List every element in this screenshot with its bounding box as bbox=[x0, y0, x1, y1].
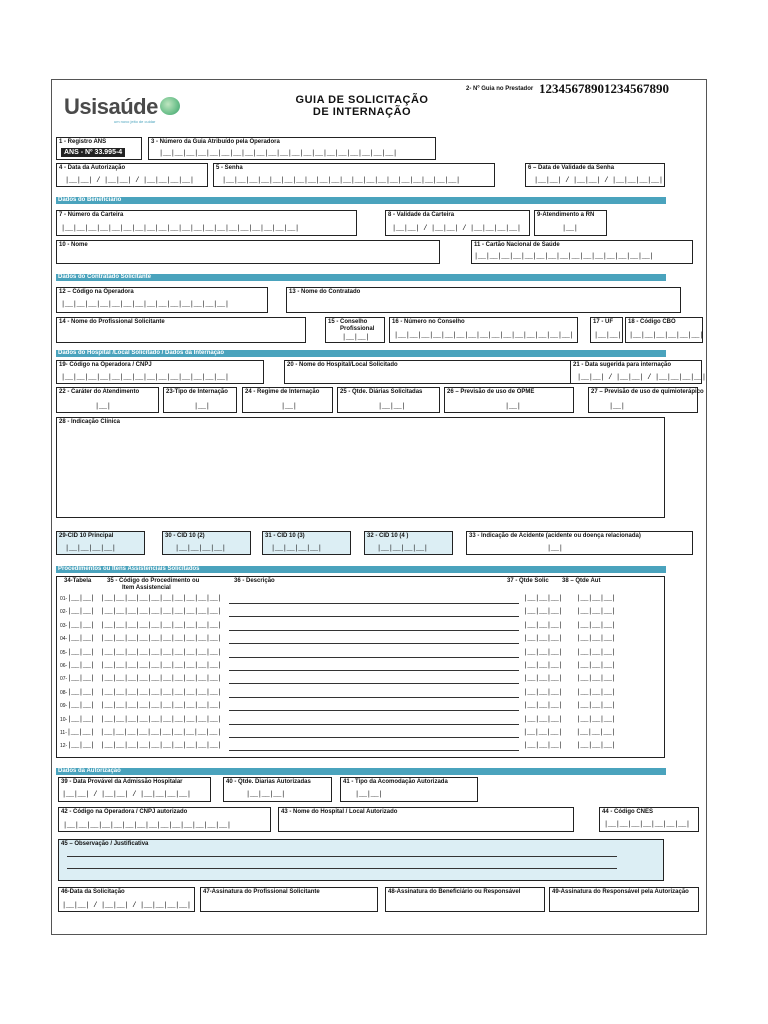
descricao-line bbox=[229, 597, 519, 604]
descricao-line bbox=[229, 731, 519, 738]
row-number: 01- bbox=[60, 596, 68, 602]
field-codigo-operadora-autorizado[interactable]: 42 - Código na Operadora / CNPJ autorizado |__|__|__|__|__|__|__|__|__|__|__|__|__|__| bbox=[58, 807, 271, 832]
field-cid-3[interactable]: 31 - CID 10 (3) |__|__|__|__| bbox=[262, 531, 351, 555]
field-nome-hospital[interactable]: 20 - Nome do Hospital/Local Solicitado bbox=[284, 360, 613, 384]
row-number: 08- bbox=[60, 689, 68, 696]
procedure-row[interactable] bbox=[60, 649, 616, 658]
field-assinatura-responsavel[interactable]: 49-Assinatura do Responsável pela Autorização bbox=[549, 887, 699, 912]
field-nome-profissional[interactable]: 14 - Nome do Profissional Solicitante bbox=[56, 317, 306, 343]
field-cartao-nacional-saude[interactable]: 11 - Cartão Nacional de Saúde |__|__|__|__|__|__|__|__|__|__|__|__|__|__|__| bbox=[471, 240, 693, 264]
tabela-cells: |__|__| bbox=[67, 635, 95, 644]
procedure-row[interactable] bbox=[60, 689, 616, 698]
qtde-aut-cells: |__|__|__| bbox=[576, 715, 616, 724]
qtde-aut-cells: |__|__|__| bbox=[576, 621, 616, 630]
descricao-line bbox=[229, 744, 519, 751]
codigo-cells: |__|__|__|__|__|__|__|__|__|__| bbox=[100, 635, 222, 644]
qtde-solic-cells: |__|__|__| bbox=[523, 608, 563, 617]
descricao-line bbox=[229, 691, 519, 698]
tabela-cells: |__|__| bbox=[67, 675, 95, 684]
row-number: 12- bbox=[60, 743, 68, 750]
qtde-solic-cells: |__|__|__| bbox=[523, 621, 563, 630]
field-indicacao-acidente[interactable]: 33 - Indicação de Acidente (acidente ou doença relacionada) |__| bbox=[466, 531, 693, 555]
row-number: 07- bbox=[60, 676, 68, 683]
field-previsao-opme[interactable]: 26 – Previsão de uso de OPME |__| bbox=[444, 387, 574, 413]
codigo-cells: |__|__|__|__|__|__|__|__|__|__| bbox=[100, 742, 222, 751]
codigo-cells: |__|__|__|__|__|__|__|__|__|__| bbox=[100, 662, 222, 670]
col-qtde-solic: 37 - Qtde Solic bbox=[507, 578, 549, 584]
qtde-aut-cells: |__|__|__| bbox=[576, 635, 616, 644]
row-number: 02- bbox=[60, 609, 68, 616]
field-numero-conselho[interactable]: 16 - Número no Conselho |__|__|__|__|__|__|__|__|__|__|__|__|__|__|__| bbox=[389, 317, 578, 343]
procedure-row[interactable] bbox=[60, 742, 616, 751]
qtde-solic-cells: |__|__|__| bbox=[523, 729, 563, 737]
field-codigo-operadora[interactable]: 12 – Código na Operadora |__|__|__|__|__|__|__|__|__|__|__|__|__|__| bbox=[56, 287, 268, 313]
descricao-line bbox=[229, 610, 519, 617]
qtde-aut-cells: |__|__|__| bbox=[576, 688, 616, 697]
field-qtde-diarias-autorizadas[interactable]: 40 - Qtde. Diarias Autorizadas |__|__|__| bbox=[223, 777, 332, 802]
field-qtde-diarias[interactable]: 25 - Qtde. Diárias Solicitadas |__|__| bbox=[337, 387, 440, 413]
logo-icon bbox=[160, 97, 180, 115]
field-nome[interactable]: 10 - Nome bbox=[56, 240, 440, 264]
section-beneficiario: Dados do Beneficiário bbox=[56, 197, 666, 204]
qtde-aut-cells: |__|__|__| bbox=[576, 608, 616, 617]
field-numero-carteira[interactable]: 7 - Número da Carteira |__|__|__|__|__|__|__|__|__|__|__|__|__|__|__|__|__|__|__|__| bbox=[56, 210, 357, 236]
procedure-row[interactable] bbox=[60, 729, 615, 738]
field-nome-contratado[interactable]: 13 - Nome do Contratado bbox=[286, 287, 681, 313]
col-descricao: 36 - Descrição bbox=[234, 578, 275, 584]
col-tabela: 34-Tabela bbox=[64, 578, 92, 584]
section-autorizacao: Dados da Autorização bbox=[56, 768, 666, 775]
descricao-line bbox=[229, 677, 519, 684]
field-cid-2[interactable]: 30 - CID 10 (2) |__|__|__|__| bbox=[162, 531, 251, 555]
field-indicacao-clinica[interactable]: 28 - Indicação Clínica bbox=[56, 417, 665, 518]
codigo-cells: |__|__|__|__|__|__|__|__|__|__| bbox=[100, 595, 222, 603]
procedure-row[interactable] bbox=[60, 716, 616, 725]
field-data-autorizacao[interactable]: 4 - Data da Autorização |__|__| / |__|__| / |__|__|__|__| bbox=[56, 163, 208, 187]
field-data-sugerida[interactable]: 21 - Data sugerida para internação |__|__| / |__|__| / |__|__|__|__| bbox=[570, 360, 702, 384]
qtde-solic-cells: |__|__|__| bbox=[523, 662, 563, 670]
codigo-cells: |__|__|__|__|__|__|__|__|__|__| bbox=[100, 648, 222, 657]
procedure-row[interactable] bbox=[60, 595, 616, 604]
row-number: 09- bbox=[60, 703, 68, 710]
field-tipo-internacao[interactable]: 23-Tipo de Internação |__| bbox=[163, 387, 237, 413]
procedure-row[interactable] bbox=[60, 635, 616, 644]
procedure-row[interactable] bbox=[60, 675, 616, 684]
field-validade-senha[interactable]: 6 – Data de Validade da Senha |__|__| / |__|__| / |__|__|__|__| bbox=[525, 163, 665, 187]
qtde-solic-cells: |__|__|__| bbox=[523, 648, 563, 657]
field-atendimento-rn[interactable]: 9-Atendimento a RN |__| bbox=[534, 210, 607, 236]
field-assinatura-profissional[interactable]: 47-Assinatura do Profissional Solicitante bbox=[200, 887, 378, 912]
field-codigo-operadora-cnpj[interactable]: 19- Código na Operadora / CNPJ |__|__|__|__|__|__|__|__|__|__|__|__|__|__| bbox=[56, 360, 264, 384]
qtde-aut-cells: |__|__|__| bbox=[576, 595, 616, 603]
tabela-cells: |__|__| bbox=[67, 662, 95, 670]
ans-number: ANS - Nº 33.995-4 bbox=[61, 148, 125, 157]
qtde-aut-cells: |__|__|__| bbox=[576, 742, 616, 751]
field-uf[interactable]: 17 - UF |__|__| bbox=[590, 317, 623, 343]
qtde-solic-cells: |__|__|__| bbox=[523, 715, 563, 724]
field-previsao-quimioterapico[interactable]: 27 – Previsão de uso de quimioterápico |__| bbox=[588, 387, 698, 413]
descricao-line bbox=[229, 664, 519, 671]
qtde-aut-cells: |__|__|__| bbox=[576, 675, 616, 684]
qtde-solic-cells: |__|__|__| bbox=[523, 635, 563, 644]
descricao-line bbox=[229, 718, 519, 725]
col-qtde-aut: 38 – Qtde Aut bbox=[562, 578, 601, 584]
row-number: 05- bbox=[60, 649, 68, 656]
field-codigo-cbo[interactable]: 18 - Código CBO |__|__|__|__|__|__| bbox=[625, 317, 703, 343]
tabela-cells: |__|__| bbox=[67, 595, 95, 603]
section-hospital: Dados do Hospital /Local Solicitado / Dados da Internação bbox=[56, 350, 666, 357]
field-observacao[interactable]: 45 – Observação / Justificativa bbox=[58, 839, 664, 881]
codigo-cells: |__|__|__|__|__|__|__|__|__|__| bbox=[100, 702, 222, 711]
row-number: 03- bbox=[60, 622, 68, 629]
row-number: 10- bbox=[60, 716, 68, 723]
section-procedimentos: Procedimentos ou Itens Assistenciais Solicitados bbox=[56, 566, 666, 573]
field-regime-internacao[interactable]: 24 - Regime de Internação |__| bbox=[242, 387, 333, 413]
tabela-cells: |__|__| bbox=[67, 621, 95, 630]
field-conselho-profissional[interactable]: 15 - Conselho Profissional |__|__| bbox=[325, 317, 385, 343]
guide-form bbox=[51, 79, 707, 935]
tabela-cells: |__|__| bbox=[67, 688, 95, 697]
field-cid-principal[interactable]: 29-CID 10 Principal |__|__|__|__| bbox=[56, 531, 145, 555]
field-data-admissao[interactable]: 39 - Data Provável da Admissão Hospitalar |__|__| / |__|__| / |__|__|__|__| bbox=[58, 777, 211, 802]
row-number: 04- bbox=[60, 636, 68, 643]
row-number: 11- bbox=[60, 730, 67, 736]
codigo-cells: |__|__|__|__|__|__|__|__|__|__| bbox=[100, 621, 222, 630]
guide-number-label: 2- Nº Guia no Prestador bbox=[466, 86, 534, 92]
procedure-row[interactable] bbox=[60, 702, 616, 711]
qtde-aut-cells: |__|__|__| bbox=[576, 662, 616, 670]
section-contratado: Dados do Contratado Solicitante bbox=[56, 274, 666, 281]
codigo-cells: |__|__|__|__|__|__|__|__|__|__| bbox=[100, 675, 222, 684]
form-title: GUIA DE SOLICITAÇÃO DE INTERNAÇÃO bbox=[295, 94, 429, 118]
tabela-cells: |__|__| bbox=[67, 742, 95, 751]
field-registro-ans: 1 - Registro ANS ANS - Nº 33.995-4 bbox=[56, 137, 142, 160]
qtde-solic-cells: |__|__|__| bbox=[523, 688, 563, 697]
qtde-solic-cells: |__|__|__| bbox=[523, 595, 563, 603]
field-numero-guia-operadora[interactable]: 3 - Número da Guia Atribuído pela Operadora |__|__|__|__|__|__|__|__|__|__|__|__|__|__|__|__|__|__|__|__| bbox=[148, 137, 436, 160]
field-tipo-acomodacao[interactable]: 41 - Tipo da Acomodação Autorizada |__|__| bbox=[340, 777, 478, 802]
guide-number: 12345678901234567890 bbox=[539, 81, 669, 96]
field-senha[interactable]: 5 - Senha |__|__|__|__|__|__|__|__|__|__|__|__|__|__|__|__|__|__|__|__| bbox=[213, 163, 495, 187]
descricao-line bbox=[229, 637, 519, 644]
codigo-cells: |__|__|__|__|__|__|__|__|__|__| bbox=[100, 715, 222, 724]
logo: Usisaúde bbox=[64, 94, 158, 119]
qtde-aut-cells: |__|__|__| bbox=[576, 648, 616, 657]
tabela-cells: |__|__| bbox=[66, 729, 95, 737]
tabela-cells: |__|__| bbox=[67, 608, 95, 617]
qtde-solic-cells: |__|__|__| bbox=[523, 675, 563, 684]
field-assinatura-beneficiario[interactable]: 48-Assinatura do Beneficiário ou Responsável bbox=[385, 887, 545, 912]
row-number: 06- bbox=[60, 663, 68, 669]
logo-tagline: um novo jeito de cuidar bbox=[114, 119, 156, 124]
codigo-cells: |__|__|__|__|__|__|__|__|__|__| bbox=[100, 608, 222, 617]
descricao-line bbox=[229, 651, 519, 658]
codigo-cells: |__|__|__|__|__|__|__|__|__|__| bbox=[100, 688, 222, 697]
observation-line bbox=[67, 856, 617, 857]
col-codigo: 35 - Código do Procedimento ou Item Assistencial bbox=[107, 578, 200, 591]
procedure-row[interactable] bbox=[60, 608, 616, 617]
observation-line bbox=[67, 868, 617, 869]
tabela-cells: |__|__| bbox=[67, 715, 95, 724]
qtde-solic-cells: |__|__|__| bbox=[523, 702, 563, 711]
field-carater-atendimento[interactable]: 22 - Caráter do Atendimento |__| bbox=[56, 387, 159, 413]
procedure-row[interactable] bbox=[60, 622, 616, 631]
codigo-cells: |__|__|__|__|__|__|__|__|__|__| bbox=[100, 729, 222, 737]
field-codigo-cnes[interactable]: 44 - Código CNES |__|__|__|__|__|__|__| bbox=[599, 807, 699, 832]
field-cid-4[interactable]: 32 - CID 10 (4 ) |__|__|__|__| bbox=[364, 531, 453, 555]
descricao-line bbox=[229, 624, 519, 631]
procedures-table bbox=[56, 576, 665, 758]
qtde-solic-cells: |__|__|__| bbox=[523, 742, 563, 751]
qtde-aut-cells: |__|__|__| bbox=[576, 729, 616, 737]
procedure-row[interactable] bbox=[60, 662, 616, 671]
field-nome-hospital-autorizado[interactable]: 43 - Nome do Hospital / Local Autorizado bbox=[278, 807, 574, 832]
qtde-aut-cells: |__|__|__| bbox=[576, 702, 616, 711]
tabela-cells: |__|__| bbox=[67, 648, 95, 657]
tabela-cells: |__|__| bbox=[67, 702, 95, 711]
field-data-solicitacao[interactable]: 46-Data da Solicitação |__|__| / |__|__| / |__|__|__|__| bbox=[58, 887, 195, 912]
descricao-line bbox=[229, 704, 519, 711]
field-validade-carteira[interactable]: 8 - Validade da Carteira |__|__| / |__|__| / |__|__|__|__| bbox=[385, 210, 530, 236]
